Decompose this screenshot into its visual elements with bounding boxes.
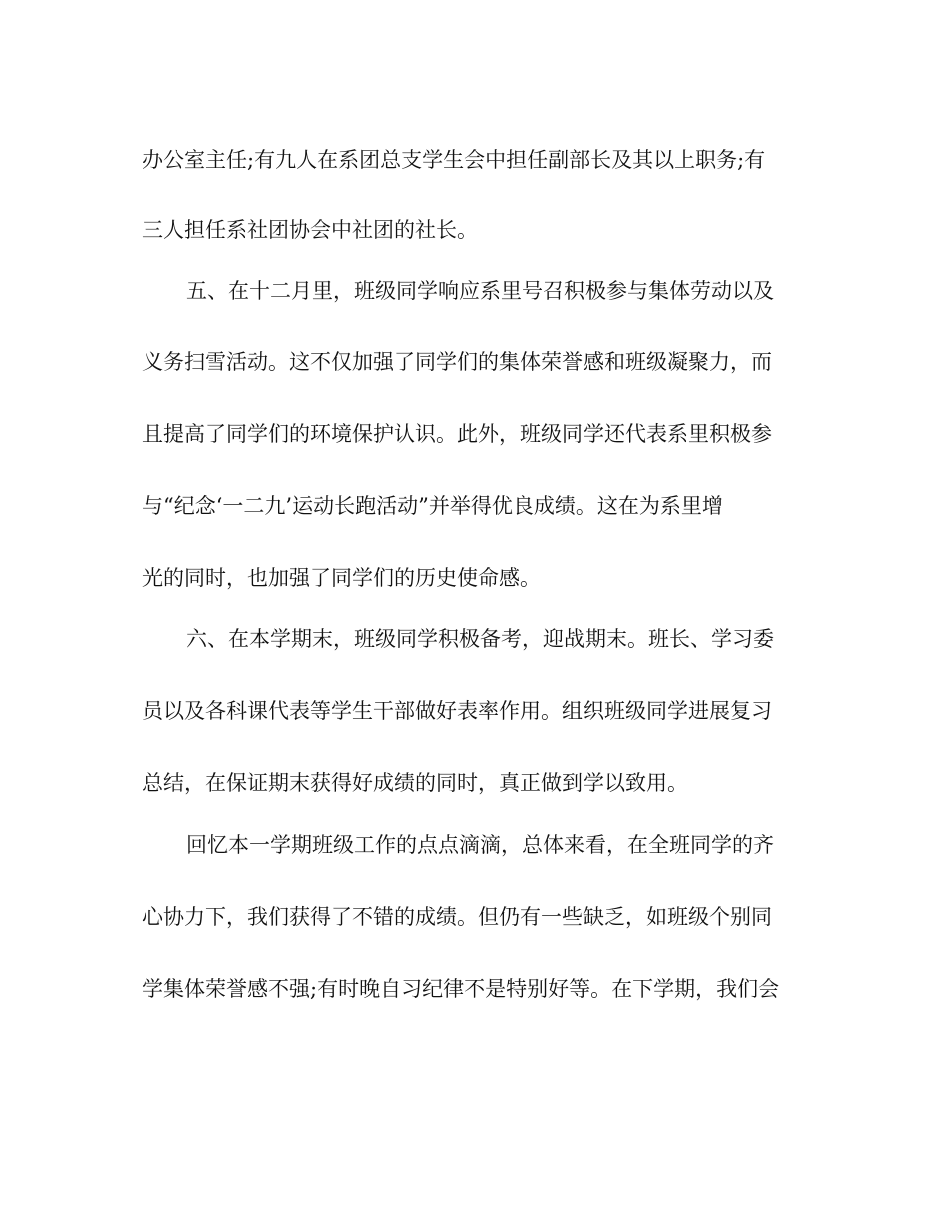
text-line: 学集体荣誉感不强;有时晚自习纪律不是特别好等。在下学期，我们会 (142, 977, 780, 1001)
paragraph-first-line: 回忆本一学期班级工作的点点滴滴，总体来看，在全班同学的齐 (186, 833, 774, 857)
text-line: 员以及各科课代表等学生干部做好表率作用。组织班级同学进展复习 (142, 699, 772, 723)
text-line: 与“纪念‘一二九’运动长跑活动”并举得优良成绩。这在为系里增 (142, 494, 723, 518)
paragraph-first-line: 六、在本学期末，班级同学积极备考，迎战期末。班长、学习委 (186, 627, 774, 651)
text-line: 心协力下，我们获得了不错的成绩。但仍有一些缺乏，如班级个别同 (142, 905, 772, 929)
text-line: 总结，在保证期末获得好成绩的同时，真正做到学以致用。 (142, 771, 688, 795)
text-line: 且提高了同学们的环境保护认识。此外，班级同学还代表系里积极参 (142, 422, 772, 446)
paragraph-first-line: 五、在十二月里，班级同学响应系里号召积极参与集体劳动以及 (186, 279, 774, 303)
text-line: 光的同时，也加强了同学们的历史使命感。 (142, 566, 541, 590)
text-line: 义务扫雪活动。这不仅加强了同学们的集体荣誉感和班级凝聚力，而 (142, 350, 772, 374)
text-line: 办公室主任;有九人在系团总支学生会中担任副部长及其以上职务;有 (142, 148, 766, 172)
text-line: 三人担任系社团协会中社团的社长。 (142, 218, 478, 242)
